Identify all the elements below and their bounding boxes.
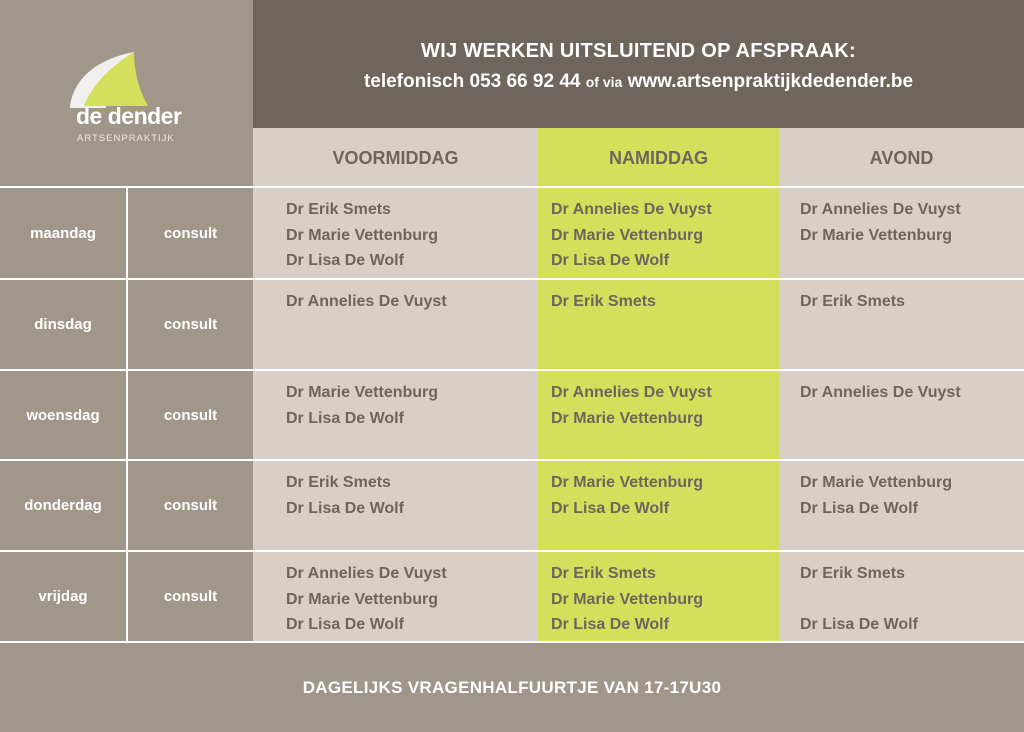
header-banner: [253, 0, 1024, 128]
logo-sail-icon: [62, 48, 172, 110]
cell-maandag-avond: [779, 188, 1024, 278]
doctor-name: Dr Marie Vettenburg: [286, 590, 439, 608]
doctor-name: Dr Lisa De Wolf: [800, 499, 918, 517]
row-divider: [0, 459, 1024, 461]
doctor-name: Dr Lisa De Wolf: [286, 252, 404, 269]
doctor-name: Dr Erik Smets: [551, 293, 656, 310]
type-label-maandag: consult: [128, 188, 253, 278]
doctor-name: Dr Annelies De Vuyst: [800, 201, 961, 218]
doctor-name: Dr Marie Vettenburg: [551, 226, 704, 244]
doctor-name: Dr Marie Vettenburg: [800, 226, 953, 244]
column-header-avond: AVOND: [779, 128, 1024, 188]
cell-dinsdag-voormiddag: [253, 280, 538, 369]
doctor-name: Dr Marie Vettenburg: [800, 474, 953, 491]
day-label-donderdag: donderdag: [0, 461, 126, 550]
type-label-dinsdag: consult: [128, 280, 253, 369]
cell-maandag-voormiddag: [253, 188, 538, 278]
phone-text: telefonisch 053 66 92 44: [363, 71, 581, 92]
doctor-name: Dr Annelies De Vuyst: [800, 384, 961, 401]
header-contact: [253, 71, 1024, 93]
doctor-name: Dr Marie Vettenburg: [551, 474, 704, 491]
cell-woensdag-namiddag: [538, 371, 779, 459]
cell-vrijdag-namiddag: [538, 552, 779, 641]
day-label-woensdag: woensdag: [0, 371, 126, 459]
cell-maandag-namiddag: [538, 188, 779, 278]
doctor-name: [800, 587, 1024, 613]
row-divider: [0, 186, 1024, 188]
row-divider: [0, 550, 1024, 552]
doctor-name: Dr Erik Smets: [800, 293, 905, 310]
doctor-name: Dr Lisa De Wolf: [286, 616, 404, 633]
cell-donderdag-voormiddag: [253, 461, 538, 550]
cell-donderdag-namiddag: [538, 461, 779, 550]
or-via-text: of via: [585, 74, 623, 90]
doctor-name: Dr Annelies De Vuyst: [551, 384, 712, 401]
type-label-vrijdag: consult: [128, 552, 253, 641]
column-divider: [126, 188, 128, 641]
doctor-name: Dr Lisa De Wolf: [551, 252, 669, 269]
type-label-donderdag: consult: [128, 461, 253, 550]
cell-dinsdag-namiddag: [538, 280, 779, 369]
doctor-name: Dr Erik Smets: [286, 201, 391, 218]
doctor-name: Dr Annelies De Vuyst: [286, 565, 447, 582]
row-divider: [0, 369, 1024, 371]
day-label-vrijdag: vrijdag: [0, 552, 126, 641]
header-title: WIJ WERKEN UITSLUITEND OP AFSPRAAK:: [421, 40, 856, 62]
footer-note: DAGELIJKS VRAGENHALFUURTJE VAN 17-17U30: [0, 643, 1024, 732]
cell-dinsdag-avond: [779, 280, 1024, 369]
column-header-namiddag: NAMIDDAG: [538, 128, 779, 188]
cell-woensdag-voormiddag: [253, 371, 538, 459]
brand-subtitle: ARTSENPRAKTIJK: [77, 133, 175, 144]
day-label-maandag: maandag: [0, 188, 126, 278]
doctor-name: Dr Erik Smets: [286, 474, 391, 491]
doctor-name: Dr Annelies De Vuyst: [551, 201, 712, 218]
doctor-name: Dr Annelies De Vuyst: [286, 293, 447, 310]
doctor-name: Dr Marie Vettenburg: [551, 409, 704, 427]
column-header-voormiddag: VOORMIDDAG: [253, 128, 538, 188]
cell-donderdag-avond: [779, 461, 1024, 550]
doctor-name: Dr Marie Vettenburg: [551, 590, 704, 608]
doctor-name: Dr Lisa De Wolf: [286, 499, 404, 517]
row-divider: [0, 278, 1024, 280]
doctor-name: Dr Lisa De Wolf: [551, 616, 669, 633]
cell-vrijdag-avond: [779, 552, 1024, 641]
logo-block: [0, 0, 253, 188]
doctor-name: Dr Lisa De Wolf: [551, 499, 669, 517]
doctor-name: Dr Marie Vettenburg: [286, 384, 439, 401]
website-link[interactable]: www.artsenpraktijkdedender.be: [627, 71, 914, 92]
brand-name: de dender: [76, 103, 182, 129]
doctor-name: Dr Erik Smets: [551, 565, 656, 582]
cell-vrijdag-voormiddag: [253, 552, 538, 641]
doctor-name: Dr Erik Smets: [800, 565, 905, 582]
doctor-name: Dr Lisa De Wolf: [286, 409, 404, 427]
doctor-name: Dr Lisa De Wolf: [800, 616, 918, 633]
doctor-name: Dr Marie Vettenburg: [286, 226, 439, 244]
type-label-woensdag: consult: [128, 371, 253, 459]
day-label-dinsdag: dinsdag: [0, 280, 126, 369]
cell-woensdag-avond: [779, 371, 1024, 459]
